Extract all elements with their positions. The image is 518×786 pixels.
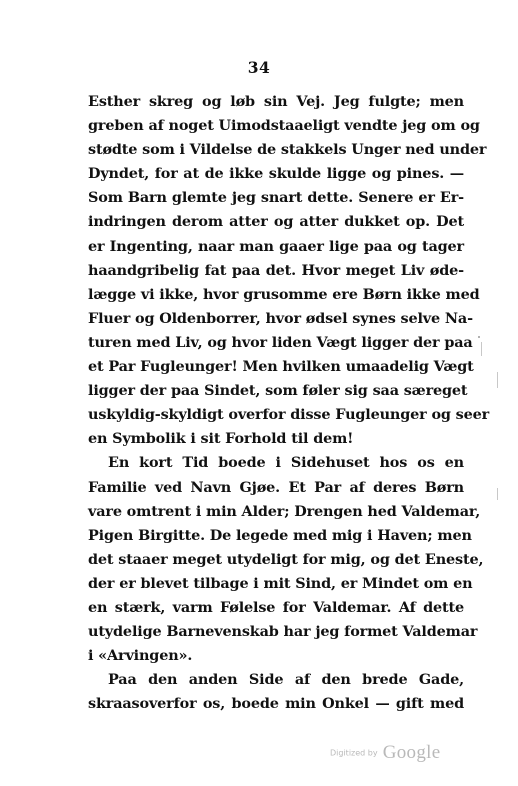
text-line: skraasoverfor os, boede min Onkel — gift med — [88, 695, 464, 713]
text-line: Familie ved Navn Gjøe. Et Par af deres Børn — [88, 478, 464, 496]
text-line: er Ingenting, naar man gaaer lige paa og tager — [88, 237, 464, 255]
page-number: 34 — [247, 58, 271, 77]
body-text — [88, 90, 490, 716]
text-line: stødte som i Vildelse de stakkels Unger ned under — [88, 141, 487, 159]
text-line: en Symbolik i sit Forhold til dem! — [88, 430, 354, 448]
text-line: haandgribelig fat paa det. Hvor meget Liv øde- — [88, 261, 464, 279]
text-line: i «Arvingen». — [88, 647, 193, 665]
text-line: Paa den anden Side af den brede Gade, — [108, 671, 464, 689]
text-line: der er blevet tilbage i mit Sind, er Mindet om en — [88, 574, 473, 592]
margin-mark — [497, 372, 498, 388]
text-line: Dyndet, for at de ikke skulde ligge og pines. — — [88, 165, 464, 183]
digitized-watermark — [330, 742, 440, 768]
watermark-prefix: Digitized by — [330, 748, 378, 758]
text-line: Esther skreg og løb sin Vej. Jeg fulgte; men — [88, 93, 464, 110]
text-line: turen med Liv, og hvor liden Vægt ligger der paa — [88, 333, 473, 351]
text-line: Pigen Birgitte. De legede med mig i Haven; men — [88, 526, 472, 544]
text-line: greben af noget Uimodstaaeligt vendte jeg om og — [88, 117, 480, 135]
text-line: lægge vi ikke, hvor grusomme ere Børn ikke med — [88, 285, 480, 303]
margin-mark — [497, 488, 498, 500]
margin-dot — [478, 336, 480, 338]
text-line: ligger der paa Sindet, som føler sig saa særeget — [88, 382, 468, 400]
text-line: vare omtrent i min Alder; Drengen hed Valdemar, — [88, 502, 481, 520]
text-line: en stærk, varm Følelse for Valdemar. Af dette — [88, 598, 464, 616]
margin-mark — [481, 342, 482, 356]
text-line: En kort Tid boede i Sidehuset hos os en — [108, 454, 464, 472]
google-logo: Google — [382, 742, 441, 763]
text-line: det staaer meget utydeligt for mig, og det Eneste, — [88, 550, 484, 568]
text-line: utydelige Barnevenskab har jeg formet Valdemar — [88, 623, 478, 641]
text-line: et Par Fugleunger! Men hvilken umaadelig Vægt — [88, 358, 474, 376]
text-line: Som Barn glemte jeg snart dette. Senere er Er- — [88, 189, 464, 207]
text-line: indringen derom atter og atter dukket op. Det — [88, 213, 464, 231]
text-line: Fluer og Oldenborrer, hvor ødsel synes selve Na- — [88, 309, 473, 327]
text-line: uskyldig-skyldigt overfor disse Fugleunger og seer — [88, 406, 490, 424]
